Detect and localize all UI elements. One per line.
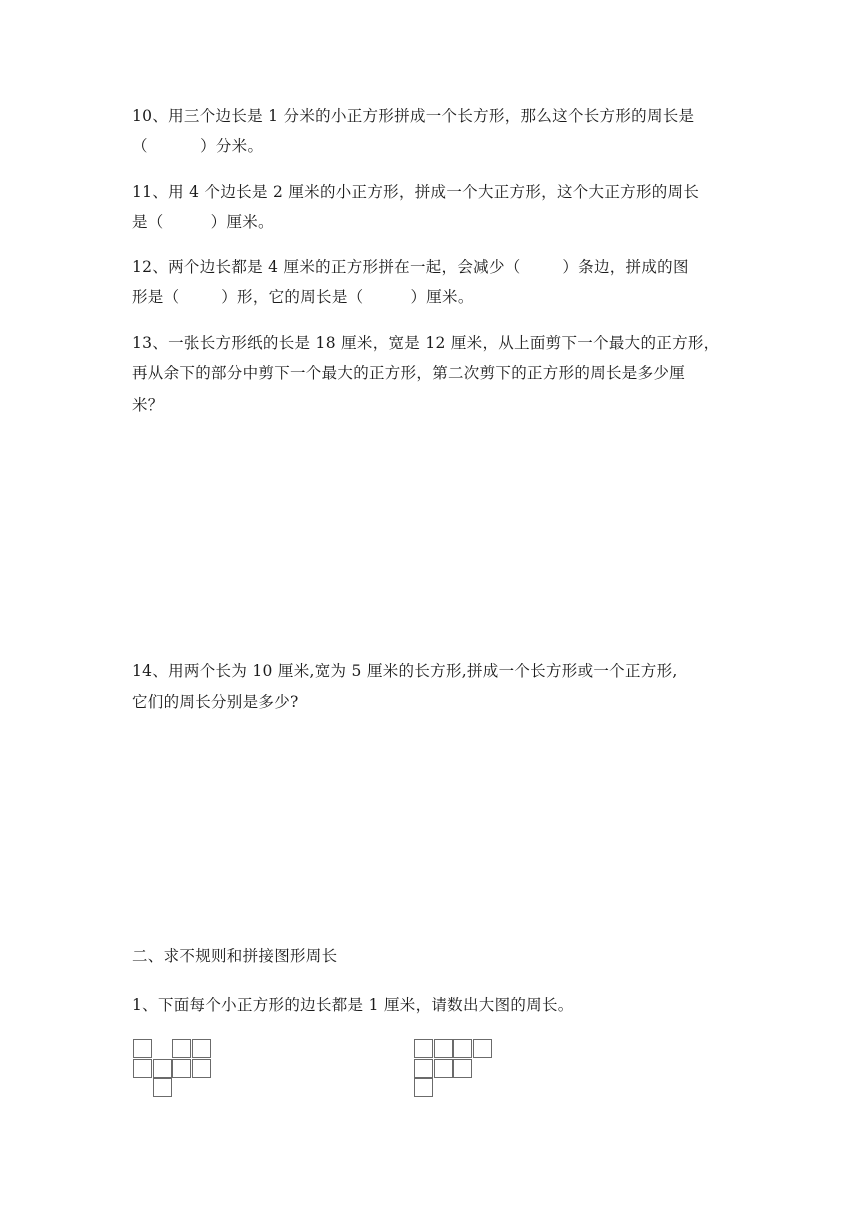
grid-square <box>414 1039 433 1058</box>
grid-square <box>172 1039 191 1058</box>
section-2-question-1: 1、下面每个小正方形的边长都是 1 厘米，请数出大图的周长。 <box>132 996 574 1014</box>
grid-square <box>473 1039 492 1058</box>
grid-square <box>192 1059 211 1078</box>
question-14-line-2: 它们的周长分别是多少? <box>132 693 299 711</box>
question-13-line-2: 再从余下的部分中剪下一个最大的正方形，第二次剪下的正方形的周长是多少厘 <box>132 364 686 382</box>
grid-square <box>414 1078 433 1097</box>
grid-square <box>453 1059 472 1078</box>
grid-square <box>153 1078 172 1097</box>
grid-square <box>453 1039 472 1058</box>
question-11-line-1: 11、用 4 个边长是 2 厘米的小正方形，拼成一个大正方形，这个大正方形的周长 <box>132 183 700 201</box>
grid-square <box>133 1059 152 1078</box>
grid-square <box>172 1059 191 1078</box>
question-12-line-2: 形是（ ）形，它的周长是（ ）厘米。 <box>132 288 474 306</box>
question-11-line-2: 是（ ）厘米。 <box>132 213 274 231</box>
question-12-line-1: 12、两个边长都是 4 厘米的正方形拼在一起，会减少（ ）条边，拼成的图 <box>132 258 689 276</box>
question-13-line-1: 13、一张长方形纸的长是 18 厘米，宽是 12 厘米，从上面剪下一个最大的正方形， <box>132 334 720 352</box>
grid-square <box>414 1059 433 1078</box>
grid-square <box>434 1059 453 1078</box>
section-2-heading: 二、求不规则和拼接图形周长 <box>132 947 338 965</box>
question-14-line-1: 14、用两个长为 10 厘米,宽为 5 厘米的长方形,拼成一个长方形或一个正方形, <box>132 662 678 680</box>
question-10-line-1: 10、用三个边长是 1 分米的小正方形拼成一个长方形，那么这个长方形的周长是 <box>132 107 695 125</box>
grid-square <box>192 1039 211 1058</box>
question-13-line-3: 米？ <box>132 396 164 414</box>
grid-square <box>153 1059 172 1078</box>
grid-square <box>434 1039 453 1058</box>
question-10-line-2: （ ）分米。 <box>132 137 264 155</box>
grid-square <box>133 1039 152 1058</box>
